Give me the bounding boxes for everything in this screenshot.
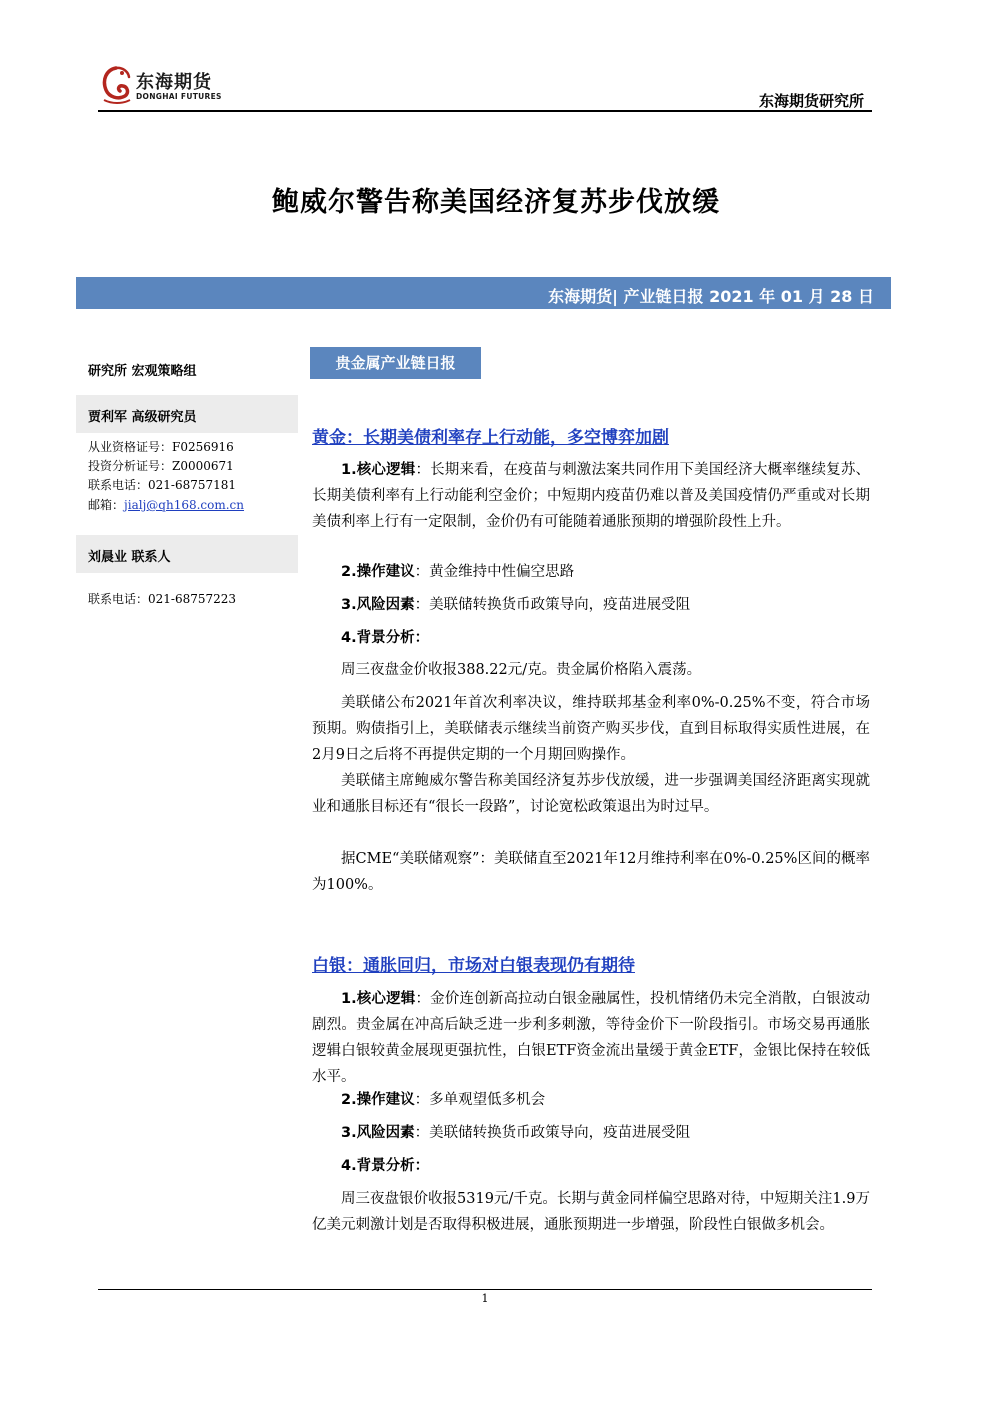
silver-bg-label: 4.背景分析 (341, 1158, 415, 1174)
gold-heading-link[interactable]: 黄金：长期美债利率存上行动能，多空博弈加剧 (312, 428, 669, 448)
gold-risk-text: ：美联储转换货币政策导向，疫苗进展受阻 (414, 597, 691, 613)
silver-core-logic (312, 986, 870, 1090)
gold-risk-label: 3.风险因素 (341, 597, 415, 613)
gold-bg-p1: 周三夜盘金价收报388.22元/克。贵金属价格陷入震荡。 (341, 662, 702, 678)
silver-background-heading (312, 1153, 870, 1179)
silver-bg-p1: 周三夜盘银价收报5319元/千克。长期与黄金同样偏空思路对待，中短期关注1.9万亿美元刺激计划是否取得积极进展，通胀预期进一步增强，阶段性白银做多机会。 (312, 1191, 870, 1233)
qualification-cert: 从业资格证号：F0256916 (88, 440, 234, 454)
date-banner-text: 东海期货| 产业链日报 2021 年 01 月 28 日 (548, 287, 874, 306)
silver-risk-label: 3.风险因素 (341, 1125, 415, 1141)
logo-chinese-name: 东海期货 (136, 72, 212, 93)
gold-bg-p3: 美联储主席鲍威尔警告称美国经济复苏步伐放缓，进一步强调美国经济距离实现就业和通胀目标还有“很长一段路”，讨论宽松政策退出为时过早。 (312, 773, 870, 815)
gold-advice-text: ：黄金维持中性偏空思路 (414, 564, 575, 580)
invest-cert: 投资分析证号：Z0000671 (88, 459, 234, 473)
gold-logic-text: ：长期来看，在疫苗与刺激法案共同作用下美国经济大概率继续复苏、长期美债利率有上行动能利空金价；中短期内疫苗仍难以普及美国疫情仍严重或对长期美债利率上行有一定限制，金价仍有可能随着通胀预期的增强阶段性上升。 (312, 462, 870, 530)
sidebar-dept: 研究所 宏观策略组 (88, 364, 197, 379)
silver-heading-link[interactable]: 白银：通胀回归，市场对白银表现仍有期待 (312, 956, 635, 976)
silver-logic-label: 1.核心逻辑 (341, 991, 416, 1007)
email-link[interactable]: jialj@qh168.com.cn (124, 498, 245, 512)
company-logo (98, 64, 228, 108)
silver-advice (312, 1087, 870, 1113)
gold-bg-p2: 美联储公布2021年首次利率决议，维持联邦基金利率0%-0.25%不变，符合市场预期。购债指引上，美联储表示继续当前资产购买步伐，直到目标取得实质性进展，在2月9日之后将不再提供定期的一个月期回购操作。 (312, 695, 870, 763)
analyst-email-row (88, 496, 244, 513)
gold-risk (312, 592, 870, 618)
gold-bg-colon: ： (414, 630, 430, 646)
analyst-phone: 联系电话：021-68757181 (88, 478, 237, 492)
analyst-name: 贾利军 高级研究员 (88, 410, 197, 425)
gold-background-heading (312, 625, 870, 651)
institute-name: 东海期货研究所 (758, 92, 864, 110)
gold-bg-label: 4.背景分析 (341, 630, 415, 646)
header-rule (98, 110, 872, 112)
gold-logic-label: 1.核心逻辑 (341, 462, 416, 478)
silver-logic-text: ：金价连创新高拉动白银金融属性，投机情绪仍未完全消散，白银波动剧烈。贵金属在冲高后缺乏进一步利多刺激，等待金价下一阶段指引。市场交易再通胀逻辑白银较黄金展现更强抗性，白银ETF资金流出量缓于黄金ETF，金银比保持在较低水平。 (312, 991, 870, 1085)
section-badge: 贵金属产业链日报 (310, 347, 481, 379)
silver-bg-colon: ： (414, 1158, 430, 1174)
silver-risk-text: ：美联储转换货币政策导向，疫苗进展受阻 (414, 1125, 691, 1141)
gold-advice (312, 559, 870, 585)
logo-english-name: DONGHAI FUTURES (136, 92, 222, 101)
report-title: 鲍威尔警告称美国经济复苏步伐放缓 (272, 187, 720, 218)
contact-phone: 联系电话：021-68757223 (88, 592, 237, 606)
gold-bg-p4: 据CME“美联储观察”：美联储直至2021年12月维持利率在0%-0.25%区间的概率为100%。 (312, 851, 870, 893)
email-label: 邮箱： (88, 498, 125, 512)
page-number: 1 (481, 1292, 489, 1305)
gold-core-logic (312, 457, 870, 535)
contact-name: 刘晨业 联系人 (88, 550, 171, 565)
silver-risk (312, 1120, 870, 1146)
silver-advice-label: 2.操作建议 (341, 1092, 415, 1108)
dragon-logo-icon (98, 64, 134, 106)
gold-advice-label: 2.操作建议 (341, 564, 415, 580)
silver-advice-text: ：多单观望低多机会 (414, 1092, 546, 1108)
footer-rule (98, 1289, 872, 1290)
